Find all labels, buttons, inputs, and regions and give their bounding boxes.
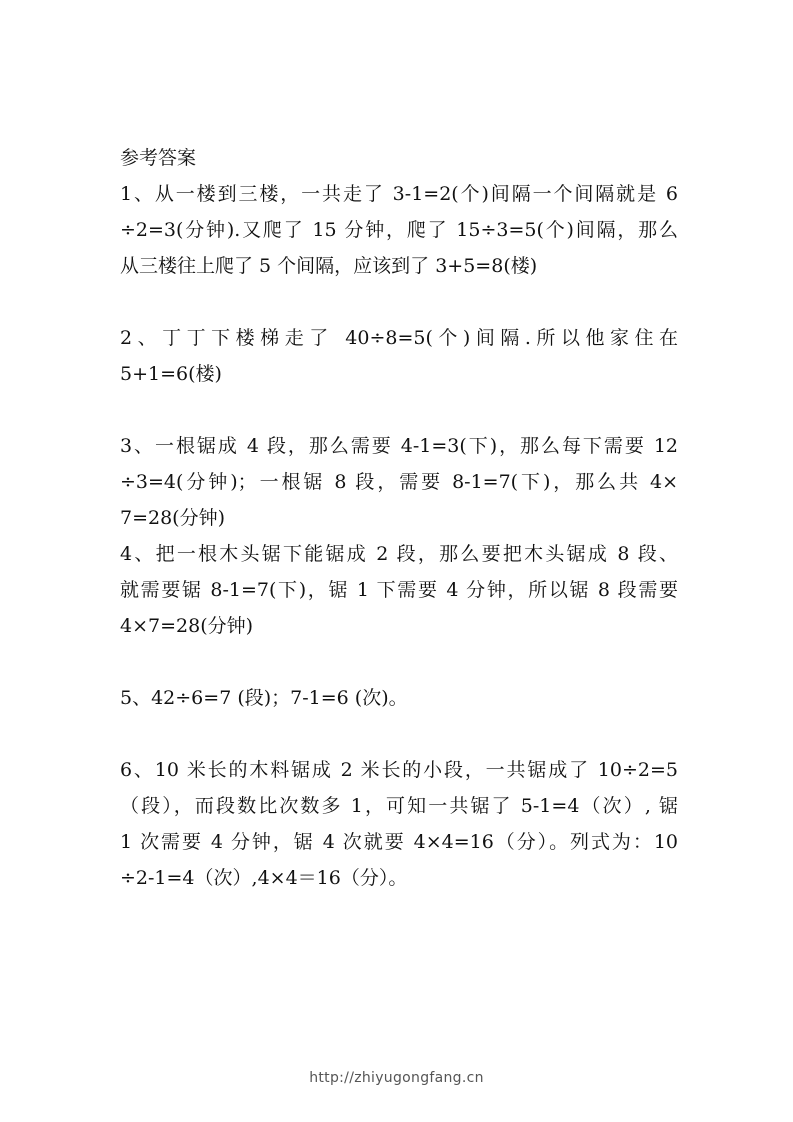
answer-3-line-3: 7=28(分钟) xyxy=(120,507,226,529)
answer-2 xyxy=(120,320,678,392)
answer-1-line-3: 从三楼往上爬了 5 个间隔，应该到了 3+5=8(楼) xyxy=(120,255,538,277)
answer-2-line-2: 5+1=6(楼) xyxy=(120,363,222,385)
answer-5 xyxy=(120,680,678,716)
answer-3-line-2: ÷3=4(分钟)；一根锯 8 段，需要 8-1=7(下)，那么共 4× xyxy=(120,471,678,493)
answer-4-line-3: 4×7=28(分钟) xyxy=(120,615,254,637)
answer-1-line-1: 1、从一楼到三楼，一共走了 3-1=2(个)间隔一个间隔就是 6 xyxy=(120,183,678,205)
answer-6-line-3: 1 次需要 4 分钟，锯 4 次就要 4×4=16（分）。列式为：10 xyxy=(120,831,678,853)
blank-line xyxy=(120,284,678,320)
answer-1-line-2: ÷2=3(分钟).又爬了 15 分钟，爬了 15÷3=5(个)间隔，那么 xyxy=(120,219,678,241)
page-title: 参考答案 xyxy=(120,147,197,169)
answer-1 xyxy=(120,176,678,284)
answer-3 xyxy=(120,428,678,536)
answer-2-line-1: 2、丁丁下楼梯走了 40÷8=5(个)间隔.所以他家住在 xyxy=(120,327,678,349)
blank-line xyxy=(120,644,678,680)
blank-line xyxy=(120,392,678,428)
answer-content xyxy=(120,140,678,896)
answer-4-line-2: 就需要锯 8-1=7(下)，锯 1 下需要 4 分钟，所以锯 8 段需要 xyxy=(120,579,678,601)
footer-url: http://zhiyugongfang.cn xyxy=(309,1070,484,1086)
answer-4 xyxy=(120,536,678,644)
answer-6-line-2: （段），而段数比次数多 1，可知一共锯了 5-1=4（次）, 锯 xyxy=(120,795,678,817)
answer-6-line-1: 6、10 米长的木料锯成 2 米长的小段，一共锯成了 10÷2=5 xyxy=(120,759,678,781)
blank-line xyxy=(120,716,678,752)
answer-6-line-4: ÷2-1=4（次）,4×4＝16（分）。 xyxy=(120,867,408,889)
answer-5-line-1: 5、42÷6=7 (段)；7-1=6 (次)。 xyxy=(120,687,408,709)
answer-6 xyxy=(120,752,678,896)
answer-4-line-1: 4、把一根木头锯下能锯成 2 段，那么要把木头锯成 8 段、 xyxy=(120,543,678,565)
answer-3-line-1: 3、一根锯成 4 段，那么需要 4-1=3(下)，那么每下需要 12 xyxy=(120,435,678,457)
